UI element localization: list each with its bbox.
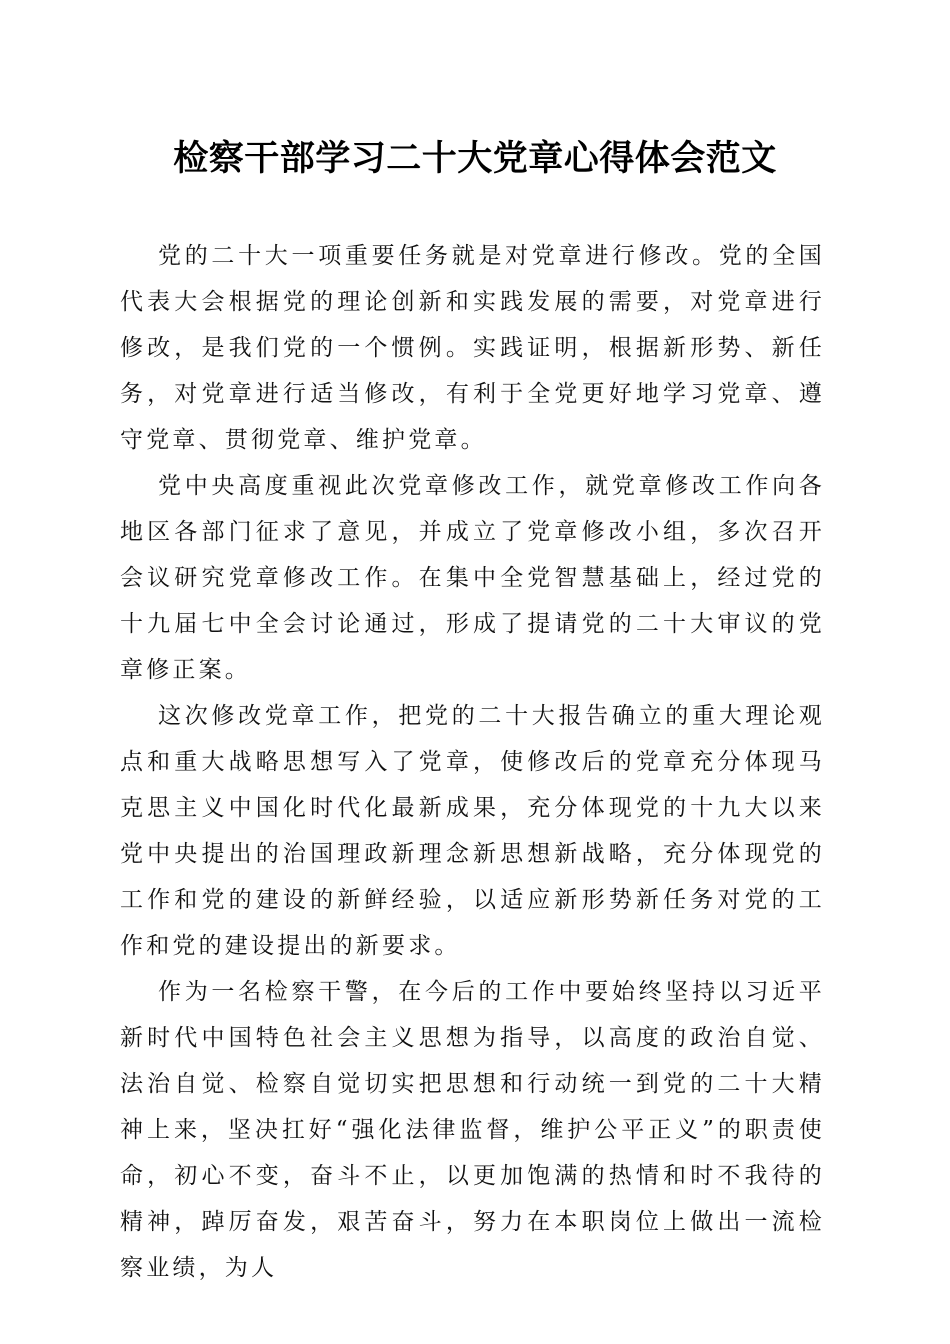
paragraph-3: 这次修改党章工作，把党的二十大报告确立的重大理论观点和重大战略思想写入了党章，使修改后的党章充分体现马克思主义中国化时代化最新成果，充分体现党的十九大以来党中央提出的治国理政新理念新思想新战略，充分体现党的工作和党的建设的新鲜经验，以适应新形势新任务对党的工作和党的建设提出的新要求。	[120, 703, 825, 959]
document-body	[120, 233, 825, 1291]
paragraph-4: 作为一名检察干警，在今后的工作中要始终坚持以习近平新时代中国特色社会主义思想为指导，以高度的政治自觉、法治自觉、检察自觉切实把思想和行动统一到党的二十大精神上来，坚决扛好“强化法律监督，维护公平正义”的职责使命，初心不变，奋斗不止，以更加饱满的热情和时不我待的精神，踔厉奋发，艰苦奋斗，努力在本职岗位上做出一流检察业绩，为人	[120, 979, 825, 1281]
document-title: 检察干部学习二十大党章心得体会范文	[173, 138, 777, 179]
paragraph-2: 党中央高度重视此次党章修改工作，就党章修改工作向各地区各部门征求了意见，并成立了党章修改小组，多次召开会议研究党章修改工作。在集中全党智慧基础上，经过党的十九届七中全会讨论通过，形成了提请党的二十大审议的党章修正案。	[120, 473, 825, 683]
paragraph-1: 党的二十大一项重要任务就是对党章进行修改。党的全国代表大会根据党的理论创新和实践发展的需要，对党章进行修改，是我们党的一个惯例。实践证明，根据新形势、新任务，对党章进行适当修改，有利于全党更好地学习党章、遵守党章、贯彻党章、维护党章。	[120, 243, 825, 453]
